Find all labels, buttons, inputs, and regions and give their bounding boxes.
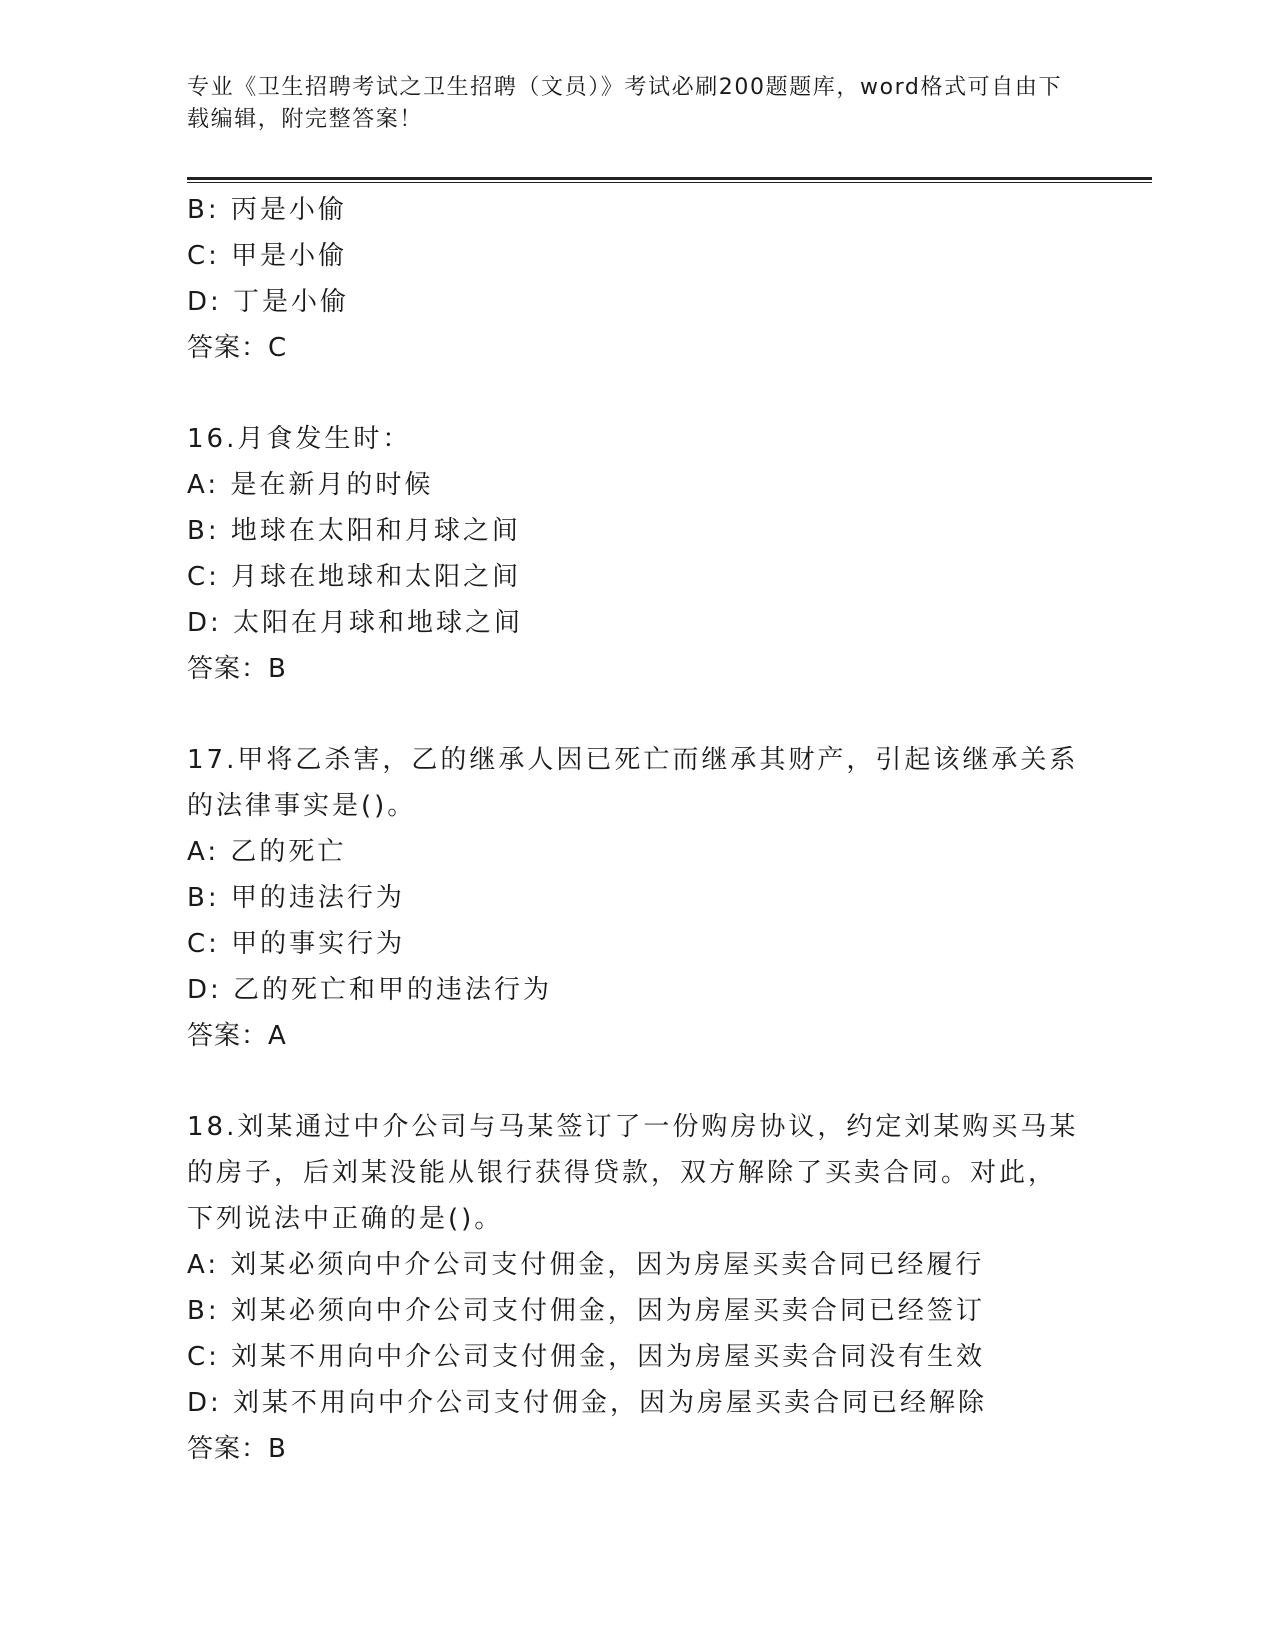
header-divider-thin xyxy=(187,182,1152,183)
answer-line: 答案：C xyxy=(187,333,288,363)
option-b: B: 地球在太阳和月球之间 xyxy=(187,516,521,546)
option-b: B: 丙是小偷 xyxy=(187,195,347,225)
option-c: C: 刘某不用向中介公司支付佣金，因为房屋买卖合同没有生效 xyxy=(187,1342,986,1372)
option-d: D: 丁是小偷 xyxy=(187,287,350,317)
spacer xyxy=(187,692,1087,737)
question-stem-line-2: 的法律事实是()。 xyxy=(187,791,417,821)
answer-line: 答案：B xyxy=(187,1434,287,1464)
prev-question-block xyxy=(187,187,1087,371)
question-stem-line-1: 17.甲将乙杀害，乙的继承人因已死亡而继承其财产，引起该继承关系 xyxy=(187,745,1079,775)
question-17-block xyxy=(187,737,1087,1059)
option-d: D: 乙的死亡和甲的违法行为 xyxy=(187,975,553,1005)
answer-line: 答案：B xyxy=(187,654,287,684)
option-c: C: 甲是小偷 xyxy=(187,241,348,271)
question-stem: 16.月食发生时： xyxy=(187,424,412,454)
question-stem-line-3: 下列说法中正确的是()。 xyxy=(187,1204,504,1234)
answer-line: 答案：A xyxy=(187,1021,287,1051)
header-divider-thick xyxy=(187,177,1152,180)
document-header: 专业《卫生招聘考试之卫生招聘（文员）》考试必刷200题题库，word格式可自由下载编辑，附完整答案！ xyxy=(187,75,1063,132)
question-content xyxy=(187,187,1087,1472)
option-b: B: 刘某必须向中介公司支付佣金，因为房屋买卖合同已经签订 xyxy=(187,1296,985,1326)
option-d: D: 刘某不用向中介公司支付佣金，因为房屋买卖合同已经解除 xyxy=(187,1388,988,1418)
option-c: C: 月球在地球和太阳之间 xyxy=(187,562,522,592)
option-a: A: 是在新月的时候 xyxy=(187,470,434,500)
option-b: B: 甲的违法行为 xyxy=(187,883,405,913)
question-18-block xyxy=(187,1104,1087,1472)
option-c: C: 甲的事实行为 xyxy=(187,929,406,959)
spacer xyxy=(187,1059,1087,1104)
question-16-block xyxy=(187,416,1087,692)
question-stem-line-1: 18.刘某通过中介公司与马某签订了一份购房协议，约定刘某购买马某 xyxy=(187,1112,1079,1142)
option-d: D: 太阳在月球和地球之间 xyxy=(187,608,524,638)
spacer xyxy=(187,371,1087,416)
option-a: A: 刘某必须向中介公司支付佣金，因为房屋买卖合同已经履行 xyxy=(187,1250,985,1280)
question-stem-line-2: 的房子，后刘某没能从银行获得贷款，双方解除了买卖合同。对此， xyxy=(187,1158,1058,1188)
option-a: A: 乙的死亡 xyxy=(187,837,347,867)
